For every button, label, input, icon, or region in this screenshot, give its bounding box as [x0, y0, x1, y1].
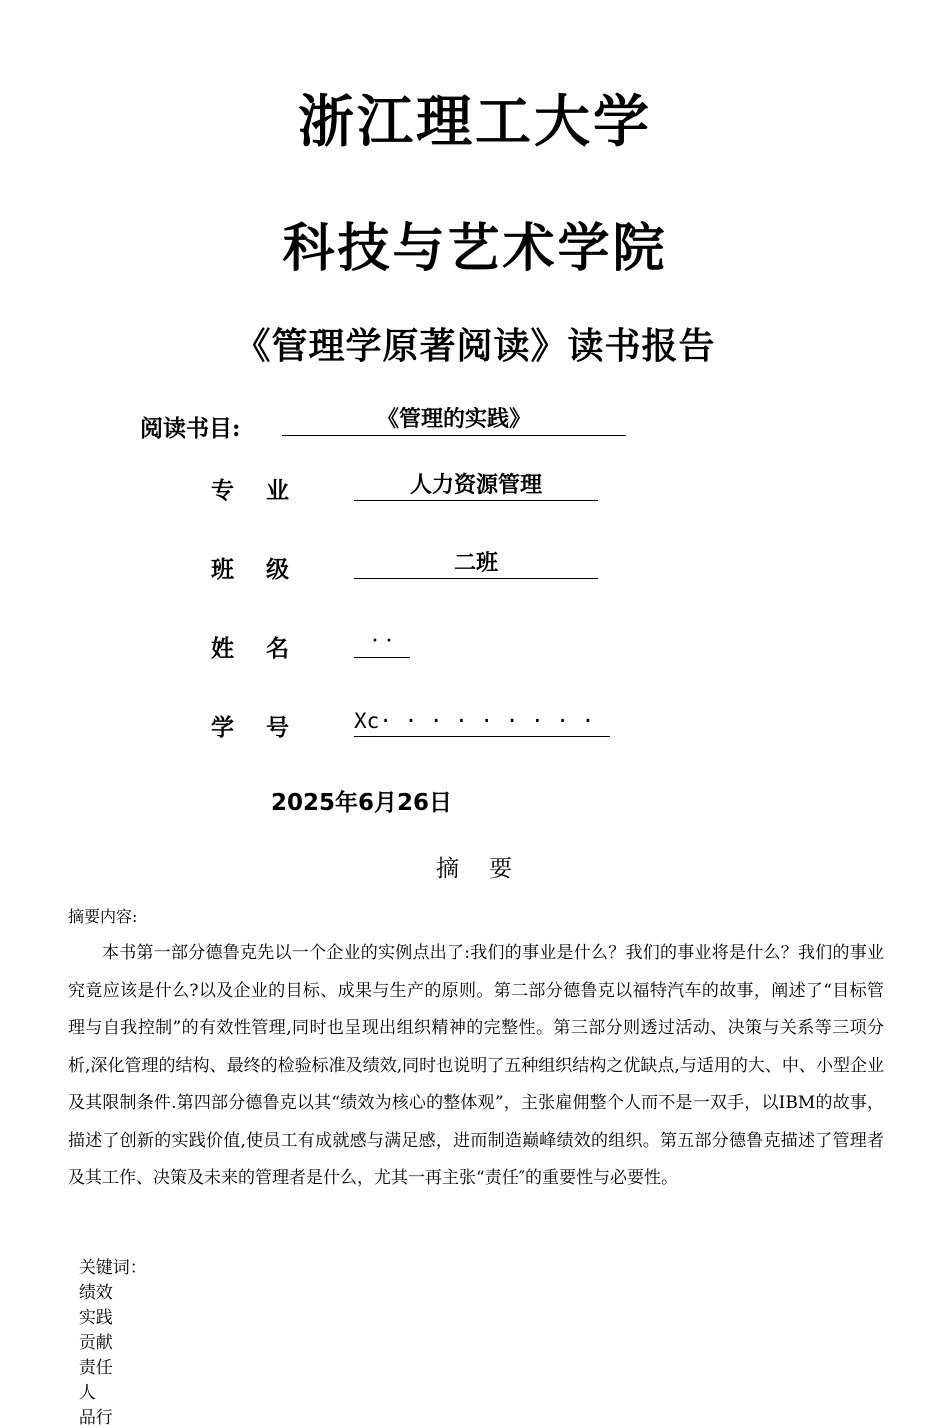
keyword-item: 品行: [78, 1408, 113, 1428]
keyword-item: 人: [78, 1383, 96, 1403]
id-value: Xc· · · · · · · · ·: [354, 706, 610, 737]
university-title: 浙江理工大学: [298, 89, 652, 155]
name-label: 姓 名: [211, 635, 290, 662]
keyword-item: 实践: [78, 1308, 113, 1328]
report-date: 2025年6月26日: [271, 790, 453, 816]
class-value: 二班: [354, 548, 598, 579]
abstract-label: 摘要内容:: [68, 907, 138, 926]
book-label: 阅读书目:: [140, 415, 241, 442]
class-label: 班 级: [211, 556, 290, 583]
college-title: 科技与艺术学院: [282, 218, 668, 279]
keyword-item: 绩效: [78, 1283, 113, 1303]
abstract-body: 本书第一部分德鲁克先以一个企业的实例点出了:我们的事业是什么？我们的事业将是什么？我们的事业究竟应该是什么?以及企业的目标、成果与生产的原则。第二部分德鲁克以福特汽车的故事，阐述了“目标管理与自我控制”的有效性管理,同时也呈现出组织精神的完整性。第三部分则透过活动、决策与关系等三项分析,深化管理的结构、最终的检验标准及绩效,同时也说明了五种组织结构之优缺点,与适用的大、中、小型企业及其限制条件.第四部分德鲁克以其“绩效为核心的整体观”，主张雇佣整个人而不是一双手，以IBM的故事，描述了创新的实践价值,使员工有成就感与满足感，进而制造巅峰绩效的组织。第五部分德鲁克描述了管理者及其工作、决策及未来的管理者是什么，尤其一再主张“责任″的重要性与必要性。: [68, 943, 884, 1188]
major-value: 人力资源管理: [354, 470, 598, 501]
id-label: 学 号: [211, 714, 290, 741]
book-value: 《管理的实践》: [282, 405, 626, 436]
name-value: · ·: [354, 627, 410, 658]
abstract-heading: 摘 要: [436, 856, 514, 882]
keyword-item: 贡献: [78, 1333, 113, 1353]
major-label: 专 业: [211, 477, 290, 504]
keywords-line: [68, 1233, 165, 1428]
report-title: 《管理学原著阅读》读书报告: [234, 325, 716, 367]
keywords-label: 关键词：: [78, 1258, 147, 1278]
keyword-item: 责任: [78, 1358, 113, 1378]
